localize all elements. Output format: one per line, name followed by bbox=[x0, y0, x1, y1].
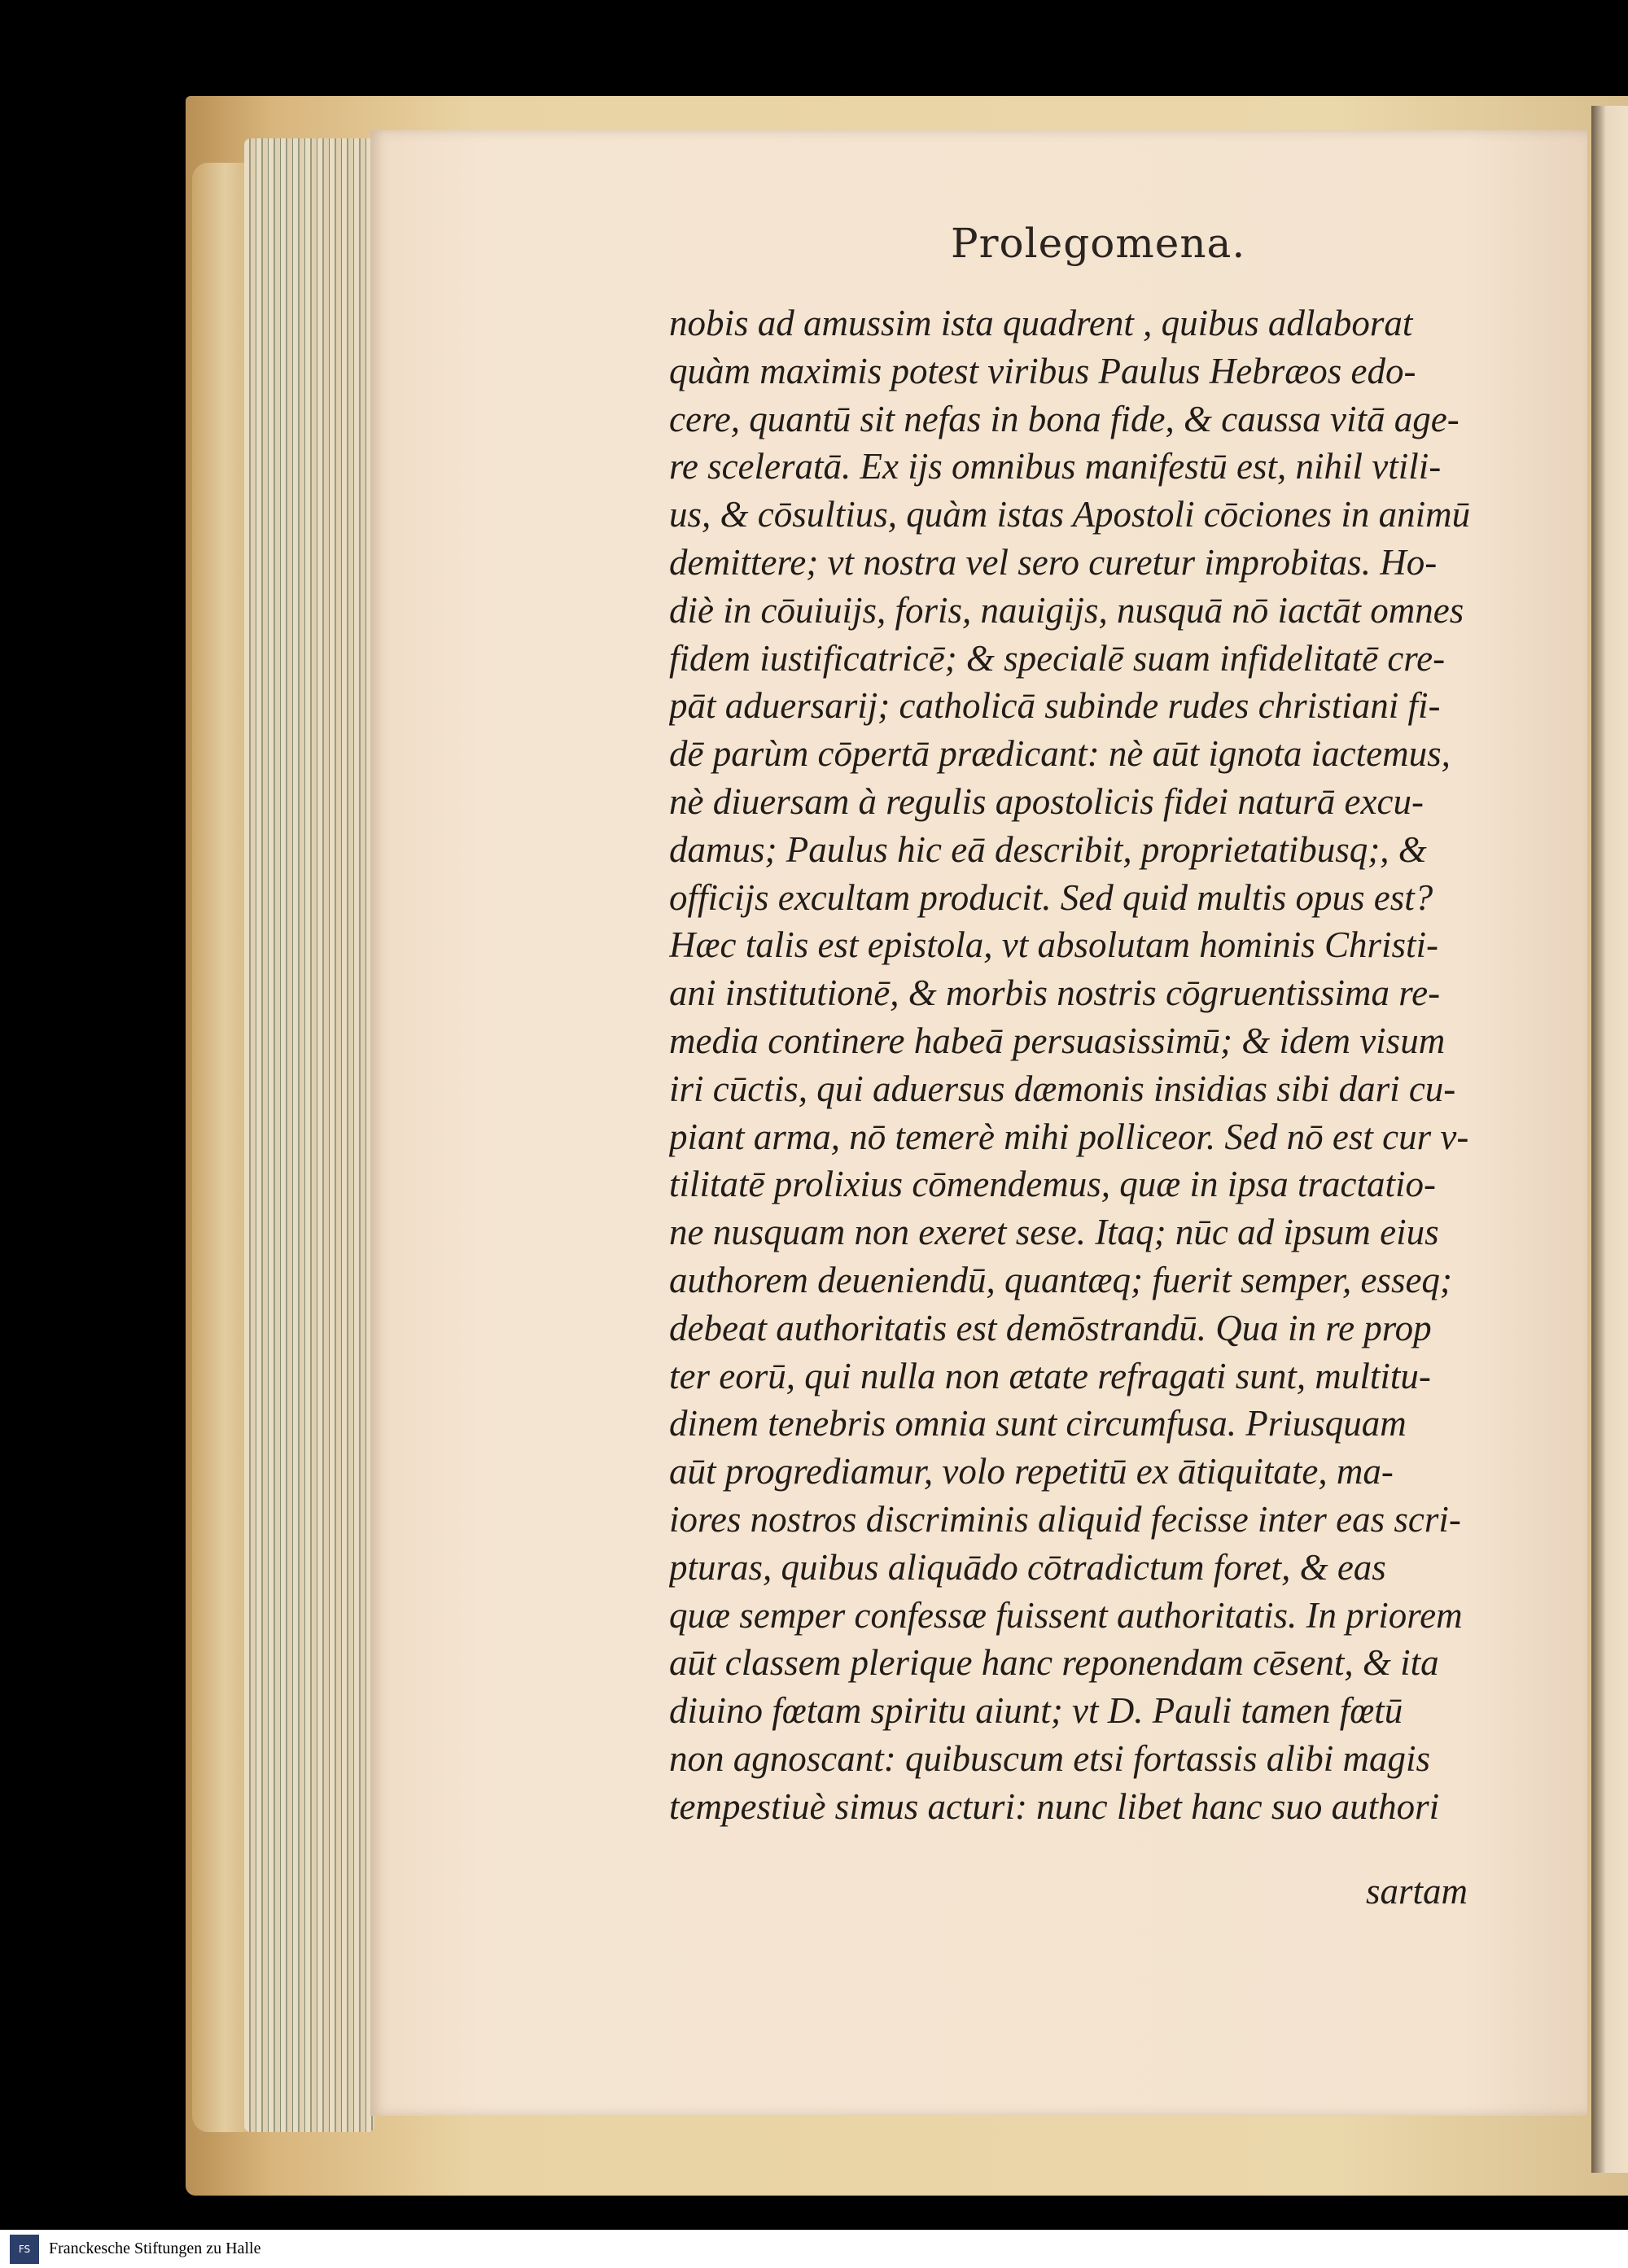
text-line: ne nusquam non exeret sese. Itaq; nūc ad ipsum eius bbox=[669, 1212, 1439, 1253]
text-line: us, & cōsultius, quàm istas Apostoli cōciones in animū bbox=[669, 494, 1471, 535]
text-line: non agnoscant: quibuscum etsi fortassis alibi magis bbox=[669, 1737, 1431, 1779]
text-line: iri cūctis, qui aduersus dæmonis insidias sibi dari cu- bbox=[669, 1068, 1456, 1109]
text-line: quàm maximis potest viribus Paulus Hebræos edo- bbox=[669, 350, 1416, 391]
text-line: dē parùm cōpertā prædicant: nè aūt ignota iactemus, bbox=[669, 733, 1451, 775]
text-line: piant arma, nō temerè mihi polliceor. Sed nō est cur v- bbox=[669, 1116, 1469, 1157]
text-line: diuino fœtam spiritu aiunt; vt D. Pauli tamen fœtū bbox=[669, 1690, 1403, 1732]
text-line: ter eorū, qui nulla non ætate refragati sunt, multitu- bbox=[669, 1355, 1431, 1396]
text-line: fidem iustificatricē; & specialē suam infidelitatē cre- bbox=[669, 637, 1446, 679]
catchword: sartam bbox=[1366, 1871, 1468, 1912]
text-line: re sceleratā. Ex ijs omnibus manifestū est, nihil vtili- bbox=[669, 446, 1442, 487]
text-line: debeat authoritatis est demōstrandū. Qua in re prop bbox=[669, 1307, 1432, 1348]
page-edge-stack bbox=[244, 138, 374, 2132]
text-line: pāt aduersarij; catholicā subinde rudes christiani fi- bbox=[669, 685, 1441, 727]
text-line: pturas, quibus aliquādo cōtradictum foret, & eas bbox=[669, 1546, 1386, 1588]
text-line: cere, quantū sit nefas in bona fide, & caussa vitā age- bbox=[669, 398, 1460, 439]
text-line: demittere; vt nostra vel sero curetur improbitas. Ho- bbox=[669, 541, 1438, 583]
facing-page-edge bbox=[1591, 106, 1628, 2173]
text-line: dinem tenebris omnia sunt circumfusa. Priusquam bbox=[669, 1403, 1407, 1444]
text-line: nè diuersam à regulis apostolicis fidei naturā excu- bbox=[669, 780, 1424, 822]
running-head: Prolegomena. bbox=[951, 220, 1246, 267]
text-line: nobis ad amussim ista quadrent , quibus adlaborat bbox=[669, 303, 1413, 343]
footer-label[interactable]: Franckesche Stiftungen zu Halle bbox=[49, 2240, 261, 2257]
text-line: iores nostros discriminis aliquid fecisse inter eas scri- bbox=[669, 1498, 1461, 1540]
text-line: officijs excultam producit. Sed quid multis opus est? bbox=[669, 876, 1433, 918]
text-block bbox=[669, 299, 1524, 1831]
footer-bar bbox=[0, 2230, 1628, 2268]
text-line: damus; Paulus hic eā describit, proprietatibusq;, & bbox=[669, 828, 1427, 870]
institution-logo-icon: FS bbox=[10, 2235, 39, 2264]
text-line: authorem deueniendū, quantæq; fuerit semper, esseq; bbox=[669, 1259, 1452, 1300]
text-line: tilitatē prolixius cōmendemus, quæ in ipsa tractatio- bbox=[669, 1164, 1437, 1205]
text-line: media continere habeā persuasissimū; & idem visum bbox=[669, 1020, 1446, 1061]
text-line: aūt progrediamur, volo repetitū ex ātiquitate, ma- bbox=[669, 1451, 1394, 1492]
text-line: aūt classem plerique hanc reponendam cēsent, & ita bbox=[669, 1642, 1439, 1684]
text-line: quæ semper confessæ fuissent authoritatis. In priorem bbox=[669, 1594, 1463, 1636]
text-line: ani institutionē, & morbis nostris cōgruentissima re- bbox=[669, 972, 1441, 1014]
text-line: tempestiuè simus acturi: nunc libet hanc suo authori bbox=[669, 1785, 1440, 1827]
text-line: Hæc talis est epistola, vt absolutam hominis Christi- bbox=[669, 924, 1439, 966]
text-line: diè in cōuiuijs, foris, nauigijs, nusquā nō iactāt omnes bbox=[669, 589, 1464, 631]
